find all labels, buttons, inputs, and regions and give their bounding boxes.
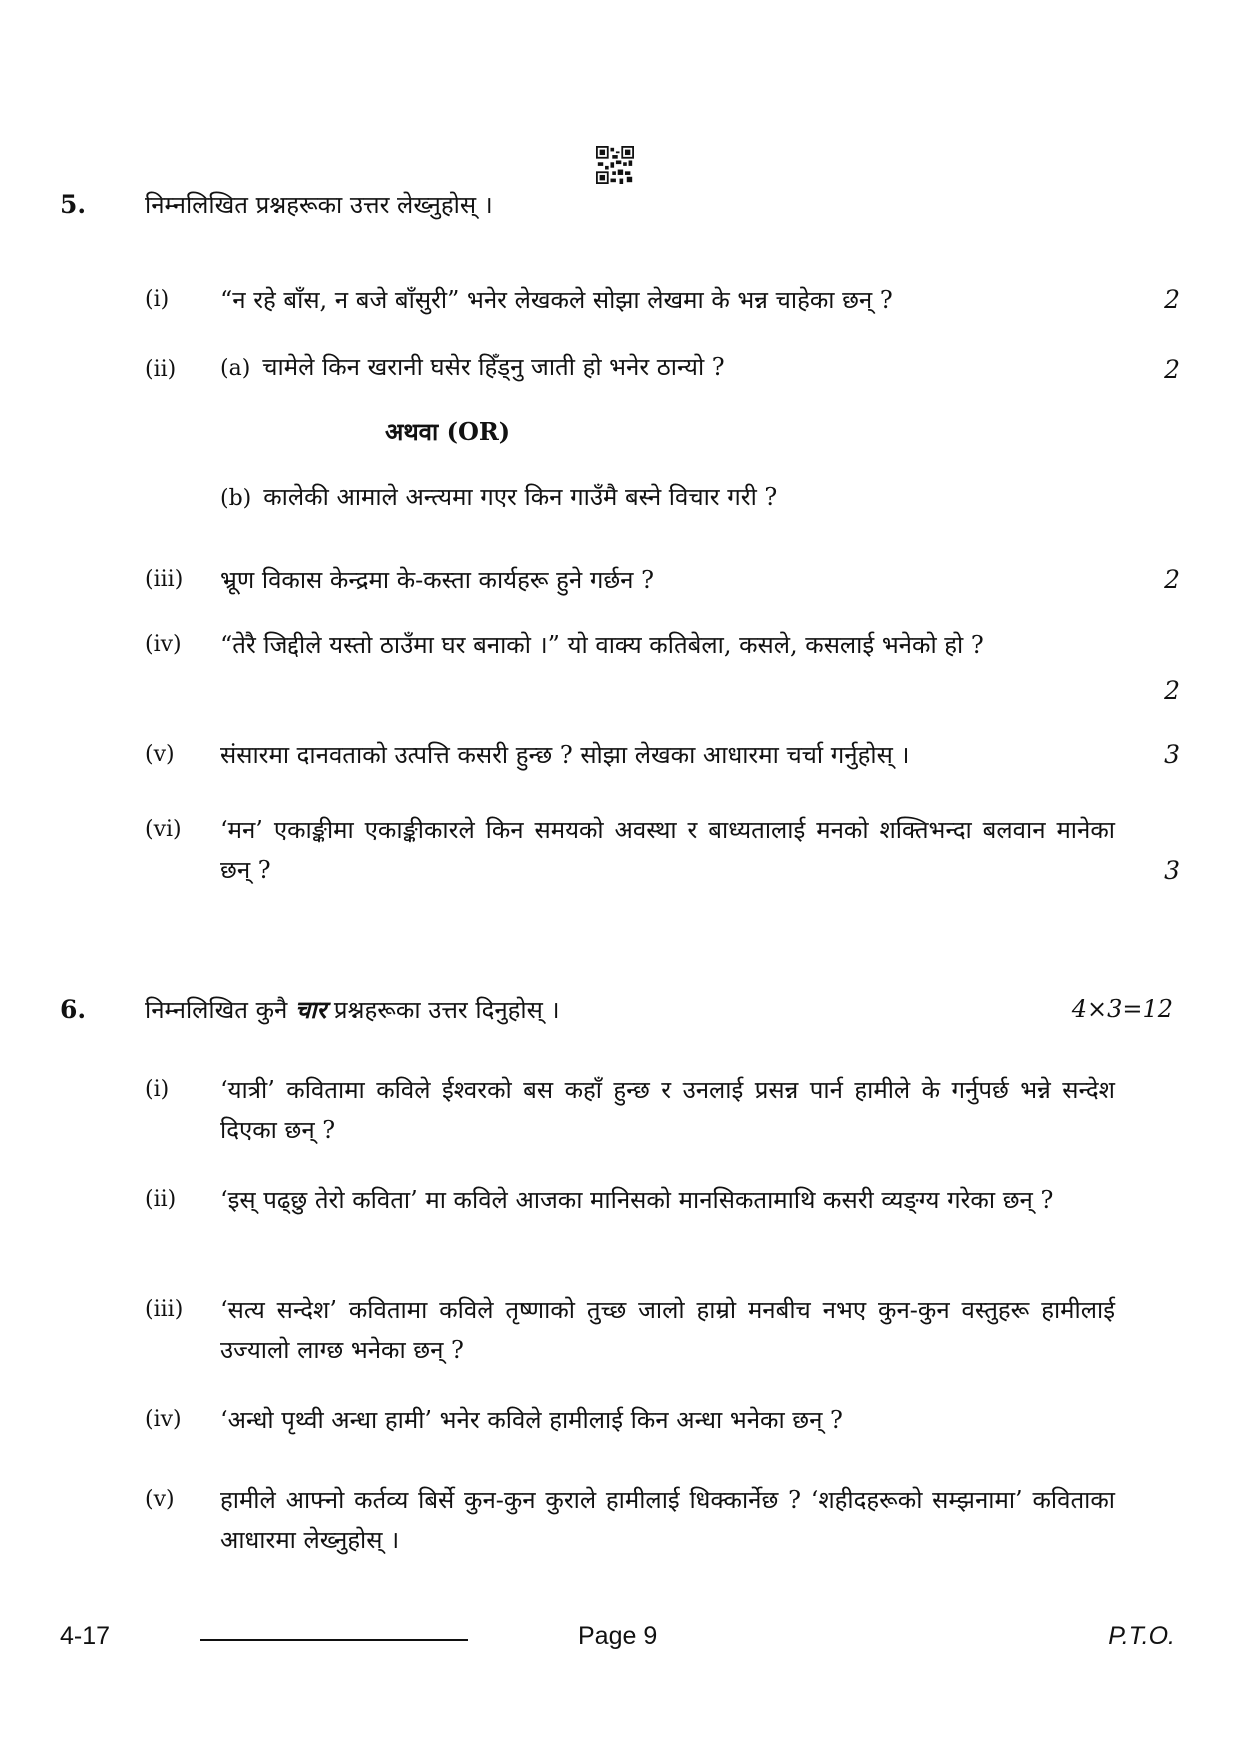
or-separator: अथवा (OR) (385, 417, 511, 446)
question-6-number: 6. (60, 995, 87, 1024)
q6-item-v-text: हामीले आफ्नो कर्तव्य बिर्से कुन-कुन कुराले हामीलाई धिक्कार्नेछ ? ‘शहीदहरूको सम्झनामा’ कविताका आधारमा लेख्नुहोस् । (220, 1486, 1115, 1554)
q5-item-vi-marks: 3 (1164, 856, 1180, 885)
q5-item-ii-b-label: (b) (220, 486, 252, 511)
q6-item-ii-label: (ii) (145, 1187, 177, 1212)
q6-item-ii-text: ‘इस् पढ्छु तेरो कविता’ मा कविले आजका मानिसको मानसिकतामाथि कसरी व्यङ्ग्य गरेका छन् ? (220, 1186, 1054, 1214)
q6-item-iii-label: (iii) (145, 1297, 184, 1322)
qr-code (596, 146, 634, 184)
q5-item-vi-label: (vi) (145, 817, 182, 842)
footer-divider (200, 1639, 468, 1641)
q5-item-vi-text: ‘मन’ एकाङ्कीमा एकाङ्कीकारले किन समयको अवस्था र बाध्यतालाई मनको शक्तिभन्दा बलवान मानेका छन् ? (220, 816, 1115, 884)
q5-item-ii-label: (ii) (145, 357, 177, 382)
question-6-marks: 4×3=12 (1071, 995, 1173, 1023)
question-6-stem-post: प्रश्नहरूका उत्तर दिनुहोस् । (333, 996, 560, 1024)
q5-item-iv-text: “तेरै जिद्दीले यस्तो ठाउँमा घर बनाको ।” यो वाक्य कतिबेला, कसले, कसलाई भनेको हो ? (220, 631, 984, 659)
q5-item-ii-a-text: चामेले किन खरानी घसेर हिँड्नु जाती हो भनेर ठान्यो ? (262, 353, 725, 381)
question-6-stem-pre: निम्नलिखित कुनै (145, 996, 288, 1024)
q5-item-v-label: (v) (145, 742, 175, 767)
q5-item-ii-b (220, 480, 777, 513)
q5-item-ii-a-label: (a) (220, 356, 251, 381)
q5-item-ii-a (220, 350, 725, 383)
q5-item-iv-label: (iv) (145, 632, 182, 657)
q6-item-i-label: (i) (145, 1077, 170, 1102)
question-6-stem (145, 993, 560, 1026)
question-5-number: 5. (60, 190, 87, 219)
q5-item-v-text: संसारमा दानवताको उत्पत्ति कसरी हुन्छ ? सोझा लेखका आधारमा चर्चा गर्नुहोस् । (220, 741, 910, 769)
q5-item-i-marks: 2 (1164, 285, 1180, 314)
question-6-stem-emphasis: चार (294, 995, 327, 1024)
q6-item-iv-label: (iv) (145, 1407, 182, 1432)
q5-item-i-label: (i) (145, 287, 170, 312)
q6-item-v-label: (v) (145, 1487, 175, 1512)
q6-item-iii-text: ‘सत्य सन्देश’ कवितामा कविले तृष्णाको तुच्छ जालो हाम्रो मनबीच नभए कुन-कुन वस्तुहरू हामीलाई उज्यालो लाग्छ भनेका छन् ? (220, 1296, 1115, 1364)
question-5-stem: निम्नलिखित प्रश्नहरूका उत्तर लेख्नुहोस् । (145, 191, 493, 219)
q5-item-ii-marks: 2 (1164, 355, 1180, 384)
q6-item-iv-text: ‘अन्धो पृथ्वी अन्धा हामी’ भनेर कविले हामीलाई किन अन्धा भनेका छन् ? (220, 1406, 843, 1434)
footer-pto: P.T.O. (1108, 1622, 1175, 1650)
q5-item-iii-marks: 2 (1164, 565, 1180, 594)
q5-item-ii-b-text: कालेकी आमाले अन्त्यमा गएर किन गाउँमै बस्ने विचार गरी ? (263, 483, 778, 511)
q5-item-i-text: “न रहे बाँस, न बजे बाँसुरी” भनेर लेखकले सोझा लेखमा के भन्न चाहेका छन् ? (220, 286, 893, 314)
footer-code: 4-17 (60, 1622, 111, 1650)
q5-item-iv-marks: 2 (1164, 676, 1180, 705)
footer-page-number: Page 9 (578, 1622, 658, 1650)
q5-item-v-marks: 3 (1164, 740, 1180, 769)
q5-item-iii-text: भ्रूण विकास केन्द्रमा के-कस्ता कार्यहरू हुने गर्छन ? (220, 566, 654, 594)
q6-item-i-text: ‘यात्री’ कवितामा कविले ईश्वरको बस कहाँ हुन्छ र उनलाई प्रसन्न पार्न हामीले के गर्नुपर्छ भन्ने सन्देश दिएका छन् ? (220, 1076, 1115, 1144)
q5-item-iii-label: (iii) (145, 567, 184, 592)
